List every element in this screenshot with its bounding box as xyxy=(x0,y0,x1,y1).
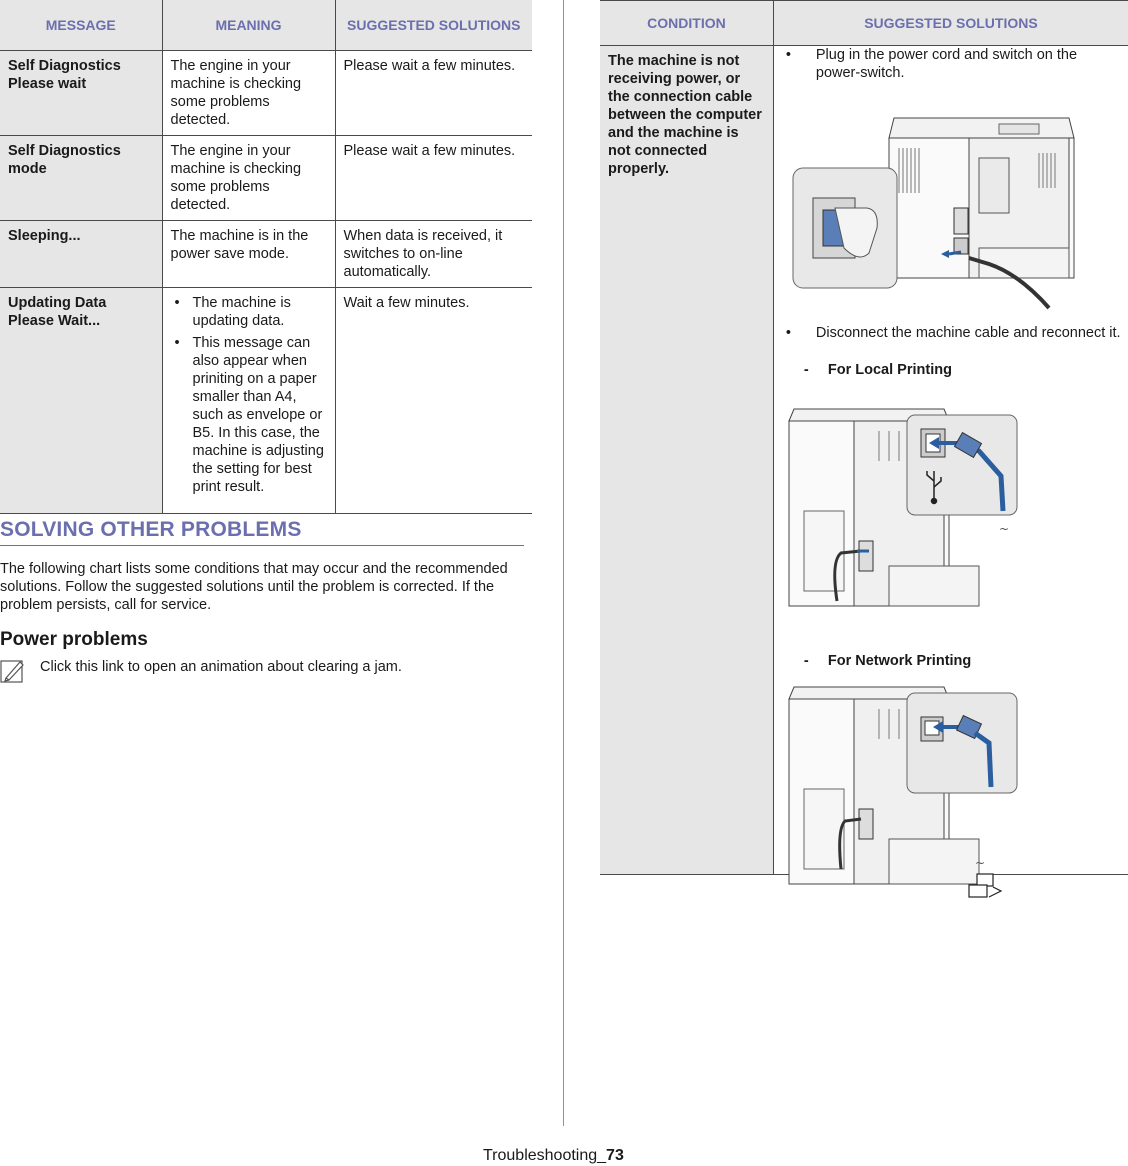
header-suggested-solutions: SUGGESTED SOLUTIONS xyxy=(335,0,532,51)
svg-text:~: ~ xyxy=(974,856,985,870)
solution-bullet-text: Plug in the power cord and switch on the power-switch. xyxy=(815,47,1078,81)
printer-power-illustration xyxy=(789,98,1099,318)
list-item: • This message can also appear when priniting on a paper smaller than A4, such as envelope or B5. In this case, the machine is adjusting the setting for best print result. xyxy=(171,334,327,496)
network-printing-label: For Network Printing xyxy=(827,653,972,669)
section-title: SOLVING OTHER PROBLEMS xyxy=(0,518,524,546)
table-row xyxy=(0,136,532,221)
local-printing-item: - For Local Printing xyxy=(803,362,952,378)
column-divider xyxy=(563,0,564,1126)
meaning-bullet-list xyxy=(171,294,327,496)
header-condition: CONDITION xyxy=(600,1,773,46)
meaning-cell: The engine in your machine is checking some problems detected. xyxy=(162,51,335,136)
message-cell: Sleeping... xyxy=(0,221,162,288)
solution-cell: Please wait a few minutes. xyxy=(335,136,532,221)
network-printing-illustration xyxy=(779,679,1039,909)
solution-bullet: • Plug in the power cord and switch on the power-switch. xyxy=(786,46,1116,86)
intro-paragraph: The following chart lists some conditions that may occur and the recommended solutions. Follow the suggested solutions until the problem is corrected. If the problem persists, call for service. xyxy=(0,561,508,613)
solution-bullet-text: Disconnect the machine cable and reconnect it. xyxy=(815,325,1121,341)
page-footer xyxy=(483,1147,624,1165)
message-cell: Self Diagnostics mode xyxy=(0,136,162,221)
page-number: 73 xyxy=(606,1147,624,1164)
animation-link[interactable]: Click this link to open an animation about clearing a jam. xyxy=(40,659,402,675)
solution-cell: When data is received, it switches to on-line automatically. xyxy=(335,221,532,288)
condition-table xyxy=(600,0,1128,875)
message-table xyxy=(0,0,532,514)
table-row xyxy=(0,221,532,288)
meaning-cell: The machine is in the power save mode. xyxy=(162,221,335,288)
footer-label: Troubleshooting_ xyxy=(483,1147,607,1164)
network-printing-item: - For Network Printing xyxy=(803,653,972,669)
meaning-cell: The engine in your machine is checking some problems detected. xyxy=(162,136,335,221)
solution-bullet: • Disconnect the machine cable and reconnect it. xyxy=(786,324,1126,364)
header-meaning: MEANING xyxy=(162,0,335,51)
solutions-cell xyxy=(773,46,1128,875)
local-printing-illustration xyxy=(779,401,1039,616)
solution-cell: Please wait a few minutes. xyxy=(335,51,532,136)
header-suggested-solutions: SUGGESTED SOLUTIONS xyxy=(773,1,1128,46)
list-item: • The machine is updating data. xyxy=(171,294,327,330)
local-printing-label: For Local Printing xyxy=(827,362,952,378)
meaning-cell xyxy=(162,288,335,514)
subheading-power-problems: Power problems xyxy=(0,629,148,650)
solution-cell: Wait a few minutes. xyxy=(335,288,532,514)
table-row xyxy=(0,288,532,514)
note-pencil-icon xyxy=(0,658,26,689)
condition-cell: The machine is not receiving power, or the connection cable between the computer and the machine is not connected properly. xyxy=(600,46,773,875)
table-row xyxy=(0,51,532,136)
message-cell: Self Diagnostics Please wait xyxy=(0,51,162,136)
table-row xyxy=(600,46,1128,875)
message-cell: Updating Data Please Wait... xyxy=(0,288,162,514)
svg-text:~: ~ xyxy=(998,522,1009,536)
header-message: MESSAGE xyxy=(0,0,162,51)
